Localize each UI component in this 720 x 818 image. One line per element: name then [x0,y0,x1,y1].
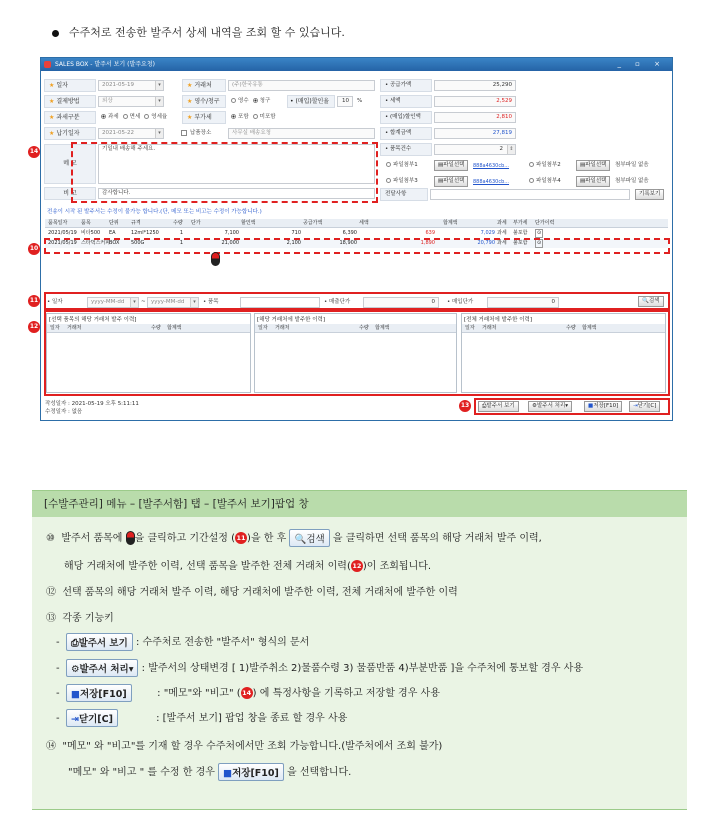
deliver-label: 전달사항 [380,188,428,201]
discount-unit: % [357,98,363,104]
window-controls[interactable]: _ ▫ × [617,60,666,68]
attach2-status: 첨부파일 없음 [615,162,649,168]
attach1-link[interactable]: 888a4630cb... [473,163,510,169]
search-button-image: 🔍검색 [289,529,329,547]
guide-line-6: "메모" 와 "비고 " 를 수정 한 경우 ■저장[F10] 을 선택합니다. [68,763,351,781]
bullet-icon [52,30,59,37]
intro-text [52,24,345,40]
chevron-down-icon[interactable]: ▾ [155,97,163,106]
close-icon: ⇥ [633,403,638,409]
marker-11-icon: 11 [236,534,246,542]
buy-price-field[interactable]: 0 [487,297,559,308]
attach3-button[interactable]: ▤파일선택 [434,176,468,187]
radio-receipt[interactable] [231,98,236,103]
star-icon: ★ [187,82,193,89]
table-cell: 과세 [497,230,507,236]
guide-key-close: - ⇥닫기[C] : [발주서 보기] 팝업 창을 종료 할 경우 사용 [56,709,347,727]
marker-14-icon: 14 [242,689,252,697]
table-cell: 과세 [497,240,507,246]
footer-buttons-highlight [474,398,670,415]
table-cell: 1 [179,230,183,236]
filter-date-from[interactable]: yyyy-MM-dd ▾ [87,297,139,308]
memo-textarea[interactable]: 기일내 배송해 주세요. [98,144,375,184]
column-header: 합계액 [443,220,458,226]
discount-label: • (매입)할인율 [287,95,335,108]
created-date: 작성일자 : 2021-05-19 오후 5:11:11 [45,401,139,407]
column-header: 수량 [173,220,183,226]
history-panel-title: [선택 품목의 해당 거래처 발주 이력] [49,317,137,323]
chevron-down-icon: ▾ [565,403,569,409]
mouse-click-icon [211,252,220,266]
stepper-icon[interactable]: ⇕ [507,145,515,154]
save-icon: ■ [70,689,80,700]
history-panel-title: [해당 거래처에 발주한 이력] [257,317,325,323]
guide-key-process: - ⚙발주서 처리▾ : 발주서의 상태변경 [ 1)발주취소 2)물품수령 3) 물품반품 4)부분반품 ]을 수주처에 통보할 경우 사용 [56,659,583,677]
buy-price-label: • 매입단가 [447,299,474,305]
chevron-down-icon[interactable]: ▾ [155,129,163,138]
intro-label: 수주처로 전송한 발주서 상세 내역을 조회 할 수 있습니다. [69,26,345,39]
marker-14: 14 [28,146,40,158]
tax-value: 2,529 [434,96,516,107]
table-cell[interactable]: ⊙ [537,240,542,246]
save-icon: ■ [588,403,594,409]
column-header: 과세 [497,220,507,226]
items-count-value[interactable]: 2 ⇕ [434,144,516,155]
history-header: 일자 거래처 수량 합계액 [47,324,250,333]
guide-line-4: ⑬ 각종 기능키 [46,613,114,624]
column-header: 공급가액 [303,220,323,226]
guide-title: [수발주관리] 메뉴 – [발주서함] 탭 – [발주서 보기]팝업 창 [32,491,687,517]
table-cell: 1 [179,240,183,246]
filter-highlight [44,292,670,310]
vat-radio-group[interactable]: 포함 미포함 [227,111,317,124]
filter-item-label: • 품목 [203,299,219,305]
table-cell: 18,900 [339,240,357,246]
table-cell[interactable]: ⊙ [537,230,542,236]
history-panel-title: [전체 거래처에 발주한 이력] [464,317,532,323]
column-header: 품목일자 [48,220,68,226]
filter-tilde: ~ [141,299,146,305]
tax-label: • 세액 [380,95,432,108]
guide-line-2: 해당 거래처에 발주한 이력, 선택 품목을 발주한 전체 거래처 이력(12)이 조회됩니다. [64,561,432,572]
filter-date-label: • 일자 [47,299,63,305]
save-icon: ■ [223,768,233,779]
column-header: 부가세 [513,220,528,226]
guide-line-1: ⑩ 발주서 품목에 을 클릭하고 기간설정 (11)을 한 후 🔍검색 을 클릭하면 선택 품목의 해당 거래처 발주 이력, [46,529,542,547]
total-label: • 합계금액 [380,127,432,140]
history-highlight [44,310,670,396]
mouse-click-icon [126,531,135,545]
table-row[interactable] [45,229,668,238]
chevron-down-icon[interactable]: ▾ [155,81,163,90]
marker-12: 12 [28,321,40,333]
table-cell: 7,100 [224,230,239,236]
guide-box [32,490,687,810]
vat-label: ★ 부가세 [182,111,226,124]
tax-type-label: ★ 과세구분 [44,111,96,124]
notice-text: 전송이 시작 된 발주서는 수정이 불가능 합니다.(단, 메모 또는 비고는 수정이 가능합니다.) [47,209,262,215]
items-count-label: • 품목건수 [380,143,432,156]
attach4-status: 첨부파일 없음 [615,178,649,184]
radio-zero[interactable] [144,114,149,119]
guide-line-5: ⑭ "메모" 와 "비고"를 기재 할 경우 수주처에서만 조회 가능합니다.(발주처에서 조회 불가) [46,741,443,752]
radio-claim[interactable] [253,98,258,103]
attach3-link[interactable]: 888a4630cb... [473,179,510,185]
column-header: 품목 [81,220,91,226]
attach2-checkbox[interactable]: 파일첨부2 [525,159,561,172]
total-value: 27,819 [434,128,516,139]
marker-11: 11 [28,295,40,307]
marker-12-icon: 12 [352,562,362,570]
star-icon: ★ [49,82,55,89]
attach4-button[interactable]: ▤파일선택 [576,176,610,187]
file-icon: ▤ [438,162,444,168]
save-button[interactable]: ■저장[F10] [584,401,622,412]
search-icon: 🔍 [294,534,307,545]
payment-label: ★ 결제방법 [44,95,96,108]
due-field[interactable]: 2021-05-22 ▾ [98,128,164,139]
tax-radio-group[interactable]: 과세 면세 영세율 [97,111,181,124]
column-header: 세액 [359,220,369,226]
history-header: 일자 거래처 수량 합계액 [255,324,456,333]
supply-label: • 공급가액 [380,79,432,92]
search-icon: 🔍 [642,298,649,304]
due-label: ★ 납기일자 [44,127,96,140]
view-button-image: ⎙발주서 보기 [66,633,133,651]
process-icon: ⚙ [70,664,80,675]
row-highlight [44,238,670,254]
table-cell: 비타500 [81,230,101,236]
close-button-image: ⇥닫기[C] [66,709,118,727]
column-header: 단가이력 [535,220,555,226]
column-header: 규격 [131,220,141,226]
table-cell: 710 [291,230,301,236]
radio-exempt[interactable] [123,114,128,119]
printer-icon: ⎙ [482,403,487,409]
process-order-button[interactable]: ⚙발주서 처리▾ [528,401,572,412]
filter-date-to[interactable]: yyyy-MM-dd ▾ [147,297,199,308]
date-field[interactable]: 2021-05-19 ▾ [98,80,164,91]
record-view-button[interactable]: 기록보기 [635,189,664,200]
modified-date: 수정일자 : 없음 [45,409,83,415]
radio-taxable[interactable] [101,114,106,119]
search-button[interactable]: 🔍검색 [638,296,664,307]
table-cell: 불포함 [513,240,528,246]
buy-discount-value: 2,810 [434,112,516,123]
guide-line-3: ⑫ 선택 품목의 해당 거래처 발주 이력, 해당 거래처에 발주한 이력, 전체 거래처에 발주한 이력 [46,587,458,598]
table-cell: 2021/05/19 [48,240,77,246]
marker-13: 13 [459,400,471,412]
attach3-checkbox[interactable]: 파일첨부3 [382,175,418,188]
table-cell: 1,890 [420,240,435,246]
app-icon [44,61,51,68]
table-cell: 스타벅스커피 [81,240,110,246]
table-cell: 21,000 [221,240,239,246]
memo-highlight [71,142,378,203]
date-label: ★ 일자 [44,79,96,92]
table-cell: 500G [131,240,145,246]
client-label: ★ 거래처 [182,79,226,92]
receipt-label: ★ 영수/청구 [182,95,226,108]
attach1-button[interactable]: ▤파일선택 [434,160,468,171]
table-cell: BOX [109,240,120,246]
table-cell: 2,100 [286,240,301,246]
marker-10: 10 [28,243,40,255]
table-cell: EA [109,230,116,236]
guide-key-view: - ⎙발주서 보기 : 수주처로 전송한 "발주서" 형식의 문서 [56,633,309,651]
history-header: 일자 거래처 수량 합계액 [462,324,665,333]
buy-discount-label: • (매입)할인액 [380,111,432,124]
attach2-button[interactable]: ▤파일선택 [576,160,610,171]
view-order-button[interactable]: ⎙발주서 보기 [478,401,519,412]
discount-field[interactable]: 10 [337,96,353,107]
attach4-checkbox[interactable]: 파일첨부4 [525,175,561,188]
guide-key-save: - ■저장[F10] : "메모"와 "비고" (14) 에 특정사항을 기록하고 저장할 경우 사용 [56,684,440,702]
note-label: 비 고 [44,187,96,200]
table-cell: 20,790 [477,240,495,246]
place-checkbox[interactable]: 납품장소 [181,127,211,140]
window-titlebar [41,58,672,71]
window-title: SALES BOX - 발주서 보기 (발주요청) [55,61,155,68]
close-icon: ⇥ [70,714,79,725]
place-field[interactable]: 사무실 배송요청 [228,128,375,139]
deliver-field[interactable] [430,189,630,200]
sale-price-field[interactable]: 0 [363,297,439,308]
column-header: 단위 [109,220,119,226]
process-button-image: ⚙발주서 처리▾ [66,659,139,677]
radio-include[interactable] [231,114,236,119]
sale-price-label: • 매출단가 [324,299,351,305]
table-header [45,219,668,228]
table-cell: 6,390 [342,230,357,236]
process-icon: ⚙ [532,403,537,409]
payment-select[interactable]: 외상 ▾ [98,96,164,107]
column-header: 단가 [191,220,201,226]
table-cell: 12ml*1250 [131,230,159,236]
column-header: 할인액 [241,220,256,226]
table-cell: 불포함 [513,230,528,236]
client-field[interactable]: (주)한국유통 [228,80,375,91]
note-field[interactable]: 감사합니다. [98,188,375,199]
save-button-image: ■저장[F10] [66,684,132,702]
chevron-down-icon: ▾ [190,298,198,307]
receipt-radio-group[interactable]: 영수 청구 [227,95,287,108]
memo-label: 메 모 [44,144,96,184]
table-cell: 2021/05/19 [48,230,77,236]
radio-exclude[interactable] [253,114,258,119]
close-button[interactable]: ⇥닫기[C] [629,401,660,412]
chevron-down-icon: ▾ [130,298,138,307]
attach1-checkbox[interactable]: 파일첨부1 [382,159,418,172]
table-cell: 7,029 [480,230,495,236]
purchase-order-window [29,57,673,421]
supply-value: 25,290 [434,80,516,91]
save-button-image: ■저장[F10] [218,763,284,781]
table-cell: 639 [425,230,435,236]
printer-icon: ⎙ [70,638,79,649]
